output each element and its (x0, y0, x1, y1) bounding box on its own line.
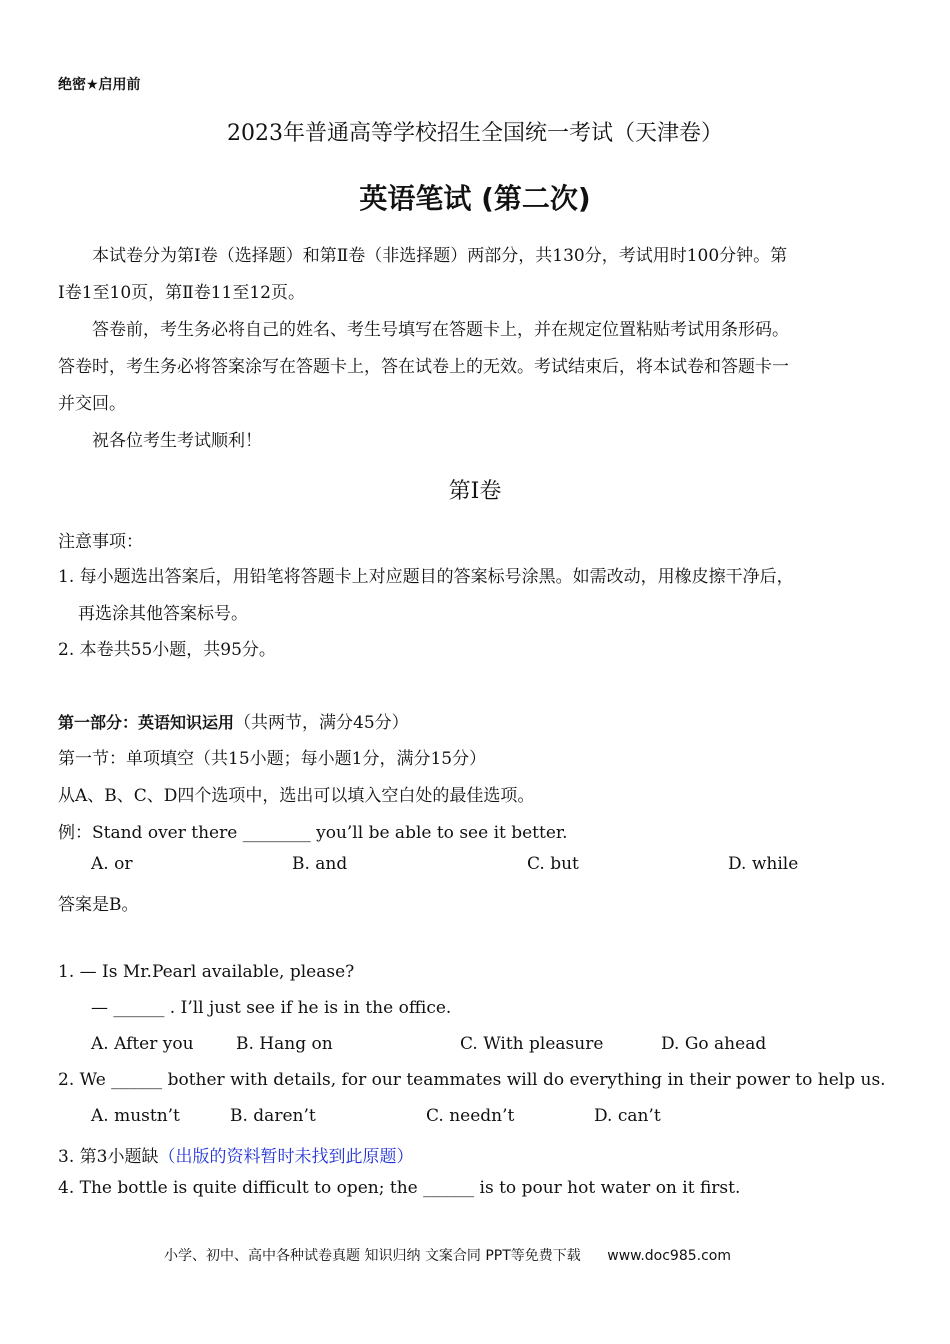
confidential-label: 绝密★启用前 (58, 77, 141, 93)
notice-item1-line1: 1. 每小题选出答案后，用铅笔将答题卡上对应题目的答案标号涂黑。如需改动，用橡皮擦干净后， (58, 567, 794, 587)
example-answer: 答案是B。 (58, 895, 139, 915)
notice-item2: 2. 本卷共55小题，共95分。 (58, 640, 276, 660)
footer-text: 小学、初中、高中各种试卷真题 知识归纳 文案合同 PPT等免费下载 (164, 1248, 581, 1264)
question-1-option-c: C. With pleasure (460, 1034, 604, 1054)
intro-para2-line1: 答卷前，考生务必将自己的姓名、考生号填写在答题卡上，并在规定位置粘贴考试用条形码。 (92, 320, 789, 340)
example-question: 例：Stand over there ________ you’ll be able to see it better. (58, 823, 568, 843)
question-2-option-c: C. needn’t (426, 1106, 515, 1126)
question-2-option-a: A. mustn’t (91, 1106, 180, 1126)
section-heading: 第Ⅰ卷 (448, 479, 502, 504)
example-option-d: D. while (728, 854, 799, 874)
footer (164, 1245, 731, 1265)
question-3-prefix: 3. 第3小题缺 (58, 1147, 159, 1167)
part1-title (58, 708, 409, 733)
intro-para1-line1: 本试卷分为第Ⅰ卷（选择题）和第Ⅱ卷（非选择题）两部分，共130分，考试用时100分钟。第 (92, 246, 788, 266)
example-option-b: B. and (292, 854, 348, 874)
question-1-line1: 1. — Is Mr.Pearl available, please? (58, 962, 355, 982)
footer-url[interactable]: www.doc985.com (607, 1248, 731, 1264)
example-option-c: C. but (527, 854, 579, 874)
question-3-note: （出版的资料暂时未找到此原题） (158, 1147, 414, 1167)
notice-label: 注意事项： (58, 532, 143, 552)
notice-item1-line2: 再选涂其他答案标号。 (78, 604, 248, 624)
part1-title-bold: 第一部分：英语知识运用 (58, 713, 235, 732)
question-3 (58, 1142, 413, 1167)
question-4: 4. The bottle is quite difficult to open; the ______ is to pour hot water on it first. (58, 1178, 741, 1198)
intro-para3: 祝各位考生考试顺利！ (92, 431, 262, 451)
instruction: 从A、B、C、D四个选项中，选出可以填入空白处的最佳选项。 (58, 786, 535, 806)
intro-para1-line2: Ⅰ卷1至10页，第Ⅱ卷11至12页。 (58, 283, 305, 303)
question-1-option-b: B. Hang on (236, 1034, 333, 1054)
example-option-a: A. or (91, 854, 133, 874)
intro-para2-line2: 答卷时，考生务必将答案涂写在答题卡上，答在试卷上的无效。考试结束后，将本试卷和答题卡一 (58, 357, 789, 377)
exam-title: 2023年普通高等学校招生全国统一考试（天津卷） (227, 121, 723, 146)
question-1-line2: — ______ . I’ll just see if he is in the office. (91, 998, 452, 1018)
question-1-option-d: D. Go ahead (661, 1034, 767, 1054)
intro-para2-line3: 并交回。 (58, 394, 126, 414)
exam-subtitle: 英语笔试 (第二次) (359, 182, 591, 215)
question-2-option-b: B. daren’t (230, 1106, 316, 1126)
question-1-option-a: A. After you (91, 1034, 194, 1054)
question-2-option-d: D. can’t (594, 1106, 661, 1126)
question-2: 2. We ______ bother with details, for our teammates will do everything in their power to help us. (58, 1070, 886, 1090)
section1-title: 第一节：单项填空（共15小题；每小题1分，满分15分） (58, 749, 487, 769)
part1-title-rest: （共两节，满分45分） (234, 713, 409, 733)
